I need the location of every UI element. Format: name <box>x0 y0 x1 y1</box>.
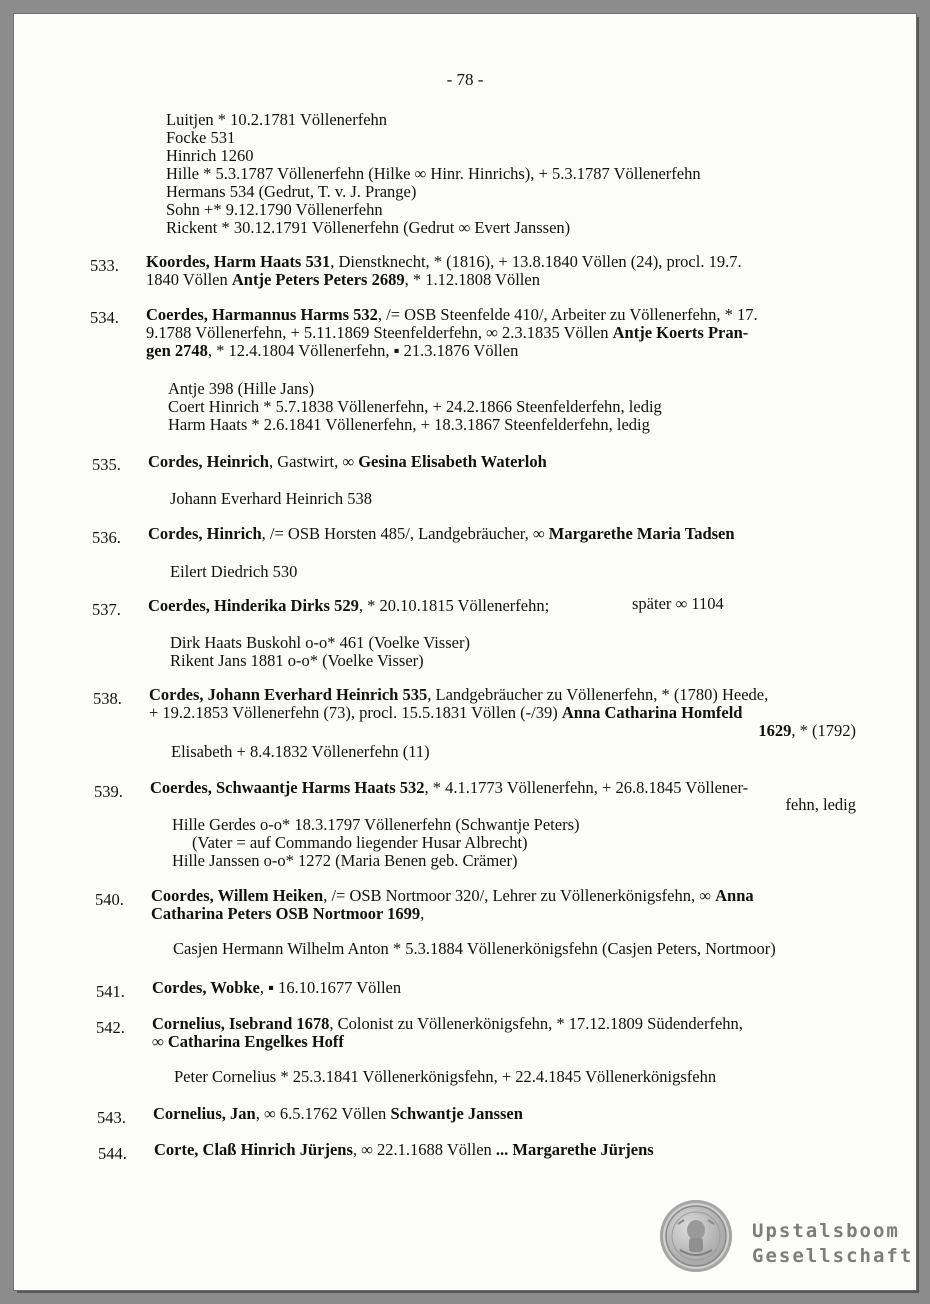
entry-line <box>146 341 518 360</box>
entry-number: 544. <box>98 1144 127 1163</box>
entry-text: , ∞ 6.5.1762 Völlen <box>255 1104 391 1123</box>
child-item: Elisabeth + 8.4.1832 Völlenerfehn (11) <box>171 742 430 761</box>
entry-line <box>148 524 735 543</box>
list-item: Hermans 534 (Gedrut, T. v. J. Prange) <box>166 182 417 201</box>
entry-line <box>154 1140 654 1159</box>
entry-name: Koordes, Harm Haats 531 <box>146 252 331 271</box>
entry-text: , Gastwirt, ∞ <box>269 452 359 471</box>
spouse-name: Catharina Peters OSB Nortmoor 1699 <box>151 904 421 923</box>
seal-icon <box>660 1200 732 1272</box>
entry-name: Coordes, Willem Heiken <box>151 886 324 905</box>
spouse-name: Antje Peters Peters 2689 <box>231 270 405 289</box>
entry-text: , /= OSB Steenfelde 410/, Arbeiter zu Völlenerfehn, * 17. <box>377 305 758 324</box>
entry-number: 543. <box>97 1108 126 1127</box>
child-item: Coert Hinrich * 5.7.1838 Völlenerfehn, + 24.2.1866 Steenfelderfehn, ledig <box>168 397 662 416</box>
entry-text: , * 12.4.1804 Völlenerfehn, ▪ 21.3.1876 Völlen <box>207 341 519 360</box>
entry-line <box>146 252 742 271</box>
entry-text: , /= OSB Horsten 485/, Landgebräucher, ∞ <box>261 524 549 543</box>
list-item: Rickent * 30.12.1791 Völlenerfehn (Gedrut ∞ Evert Janssen) <box>166 218 571 237</box>
entry-line <box>148 452 547 471</box>
entry-line <box>152 1014 743 1033</box>
document-page <box>14 14 916 1290</box>
entry-text: ∞ <box>152 1032 168 1051</box>
list-item: Hinrich 1260 <box>166 146 254 165</box>
entry-name: Cordes, Wobke <box>152 978 260 997</box>
entry-name: Cordes, Heinrich <box>148 452 269 471</box>
entry-number: 535. <box>92 455 121 474</box>
child-item: (Vater = auf Commando liegender Husar Albrecht) <box>192 833 528 852</box>
entry-text: , Landgebräucher zu Völlenerfehn, * (1780) Heede, <box>427 685 769 704</box>
entry-name: Cornelius, Isebrand 1678 <box>152 1014 330 1033</box>
entry-text: ... <box>495 1140 509 1159</box>
child-item: Casjen Hermann Wilhelm Anton * 5.3.1884 Völlenerkönigsfehn (Casjen Peters, Nortmoor) <box>173 939 776 958</box>
page-number: - 78 - <box>446 70 484 89</box>
spouse-name: Margarethe Jürjens <box>512 1140 654 1159</box>
entry-text: , /= OSB Nortmoor 320/, Lehrer zu Völlenerkönigsfehn, ∞ <box>323 886 716 905</box>
entry-name: Cornelius, Jan <box>153 1104 256 1123</box>
spouse-name: Schwantje Janssen <box>390 1104 523 1123</box>
entry-text: + 19.2.1853 Völlenerfehn (73), procl. 15.5.1831 Völlen (-/39) <box>149 703 562 722</box>
entry-line <box>148 596 549 615</box>
entry-line: fehn, ledig <box>785 795 856 814</box>
entry-line <box>151 886 754 905</box>
entry-name: Cordes, Hinrich <box>148 524 262 543</box>
entry-text: , Colonist zu Völlenerkönigsfehn, * 17.12.1809 Südenderfehn, <box>329 1014 743 1033</box>
entry-text: 9.1788 Völlenerfehn, + 5.11.1869 Steenfelderfehn, ∞ 2.3.1835 Völlen <box>146 323 613 342</box>
entry-number: 538. <box>93 689 122 708</box>
list-item: Luitjen * 10.2.1781 Völlenerfehn <box>166 110 388 129</box>
spouse-name: Anna <box>715 886 754 905</box>
entry-number: 539. <box>94 782 123 801</box>
spouse-name: Margarethe Maria Tadsen <box>548 524 735 543</box>
entry-name: Coerdes, Harmannus Harms 532 <box>146 305 378 324</box>
entry-number: 541. <box>96 982 125 1001</box>
child-item: Dirk Haats Buskohl o-o* 461 (Voelke Visser) <box>170 633 470 652</box>
entry-line <box>150 778 748 797</box>
child-item: Hille Janssen o-o* 1272 (Maria Benen geb. Crämer) <box>172 851 518 870</box>
entry-number: 536. <box>92 528 121 547</box>
entry-text: , * 4.1.1773 Völlenerfehn, + 26.8.1845 Völlener- <box>424 778 749 797</box>
entry-text: , ▪ 16.10.1677 Völlen <box>259 978 402 997</box>
entry-name: Coerdes, Hinderika Dirks 529 <box>148 596 359 615</box>
spouse-name: Gesina Elisabeth Waterloh <box>358 452 547 471</box>
entry-line <box>146 323 748 342</box>
list-item: Sohn +* 9.12.1790 Völlenerfehn <box>166 200 383 219</box>
brand-line-1: Upstalsboom <box>752 1220 900 1242</box>
entry-text: , * 1.12.1808 Völlen <box>404 270 540 289</box>
child-item: Antje 398 (Hille Jans) <box>168 379 315 398</box>
entry-number: 537. <box>92 600 121 619</box>
spouse-name: Catharina Engelkes Hoff <box>167 1032 344 1051</box>
entry-number: 540. <box>95 890 124 909</box>
entry-number: 534. <box>90 308 119 327</box>
entry-line <box>149 703 742 722</box>
child-item: Hille Gerdes o-o* 18.3.1797 Völlenerfehn (Schwantje Peters) <box>172 815 580 834</box>
entry-text: , Dienstknecht, * (1816), + 13.8.1840 Völlen (24), procl. 19.7. <box>330 252 742 271</box>
entry-line <box>151 904 424 923</box>
spouse-name: Antje Koerts Pran- <box>612 323 749 342</box>
entry-line <box>149 685 768 704</box>
entry-number: 542. <box>96 1018 125 1037</box>
spouse-name: 1629 <box>758 721 792 740</box>
entry-line <box>152 978 401 997</box>
entry-name: Coerdes, Schwaantje Harms Haats 532 <box>150 778 425 797</box>
entry-text: , ∞ 22.1.1688 Völlen <box>352 1140 496 1159</box>
child-item: Peter Cornelius * 25.3.1841 Völlenerkönigsfehn, + 22.4.1845 Völlenerkönigsfehn <box>174 1067 717 1086</box>
entry-name: Corte, Claß Hinrich Jürjens <box>154 1140 353 1159</box>
entry-line <box>146 305 758 324</box>
child-item: Rikent Jans 1881 o-o* (Voelke Visser) <box>170 651 424 670</box>
entry-text: 1840 Völlen <box>146 270 232 289</box>
entry-text: , * (1792) <box>791 721 856 740</box>
spouse-name: gen 2748 <box>146 341 208 360</box>
entry-number: 533. <box>90 256 119 275</box>
entry-text: , <box>420 904 425 923</box>
child-item: Johann Everhard Heinrich 538 <box>170 489 373 508</box>
entry-name: Cordes, Johann Everhard Heinrich 535 <box>149 685 428 704</box>
brand-line-2: Gesellschaft <box>752 1245 914 1267</box>
child-item: Harm Haats * 2.6.1841 Völlenerfehn, + 18.3.1867 Steenfelderfehn, ledig <box>168 415 650 434</box>
entry-line <box>758 721 856 740</box>
entry-line <box>153 1104 523 1123</box>
child-item: Eilert Diedrich 530 <box>170 562 298 581</box>
list-item: Hille * 5.3.1787 Völlenerfehn (Hilke ∞ Hinr. Hinrichs), + 5.3.1787 Völlenerfehn <box>166 164 701 183</box>
spouse-name: Anna Catharina Homfeld <box>561 703 743 722</box>
entry-line <box>152 1032 344 1051</box>
entry-text: , * 20.10.1815 Völlenerfehn; <box>358 596 550 615</box>
entry-line <box>146 270 540 289</box>
entry-line: später ∞ 1104 <box>632 594 724 613</box>
list-item: Focke 531 <box>166 128 236 147</box>
